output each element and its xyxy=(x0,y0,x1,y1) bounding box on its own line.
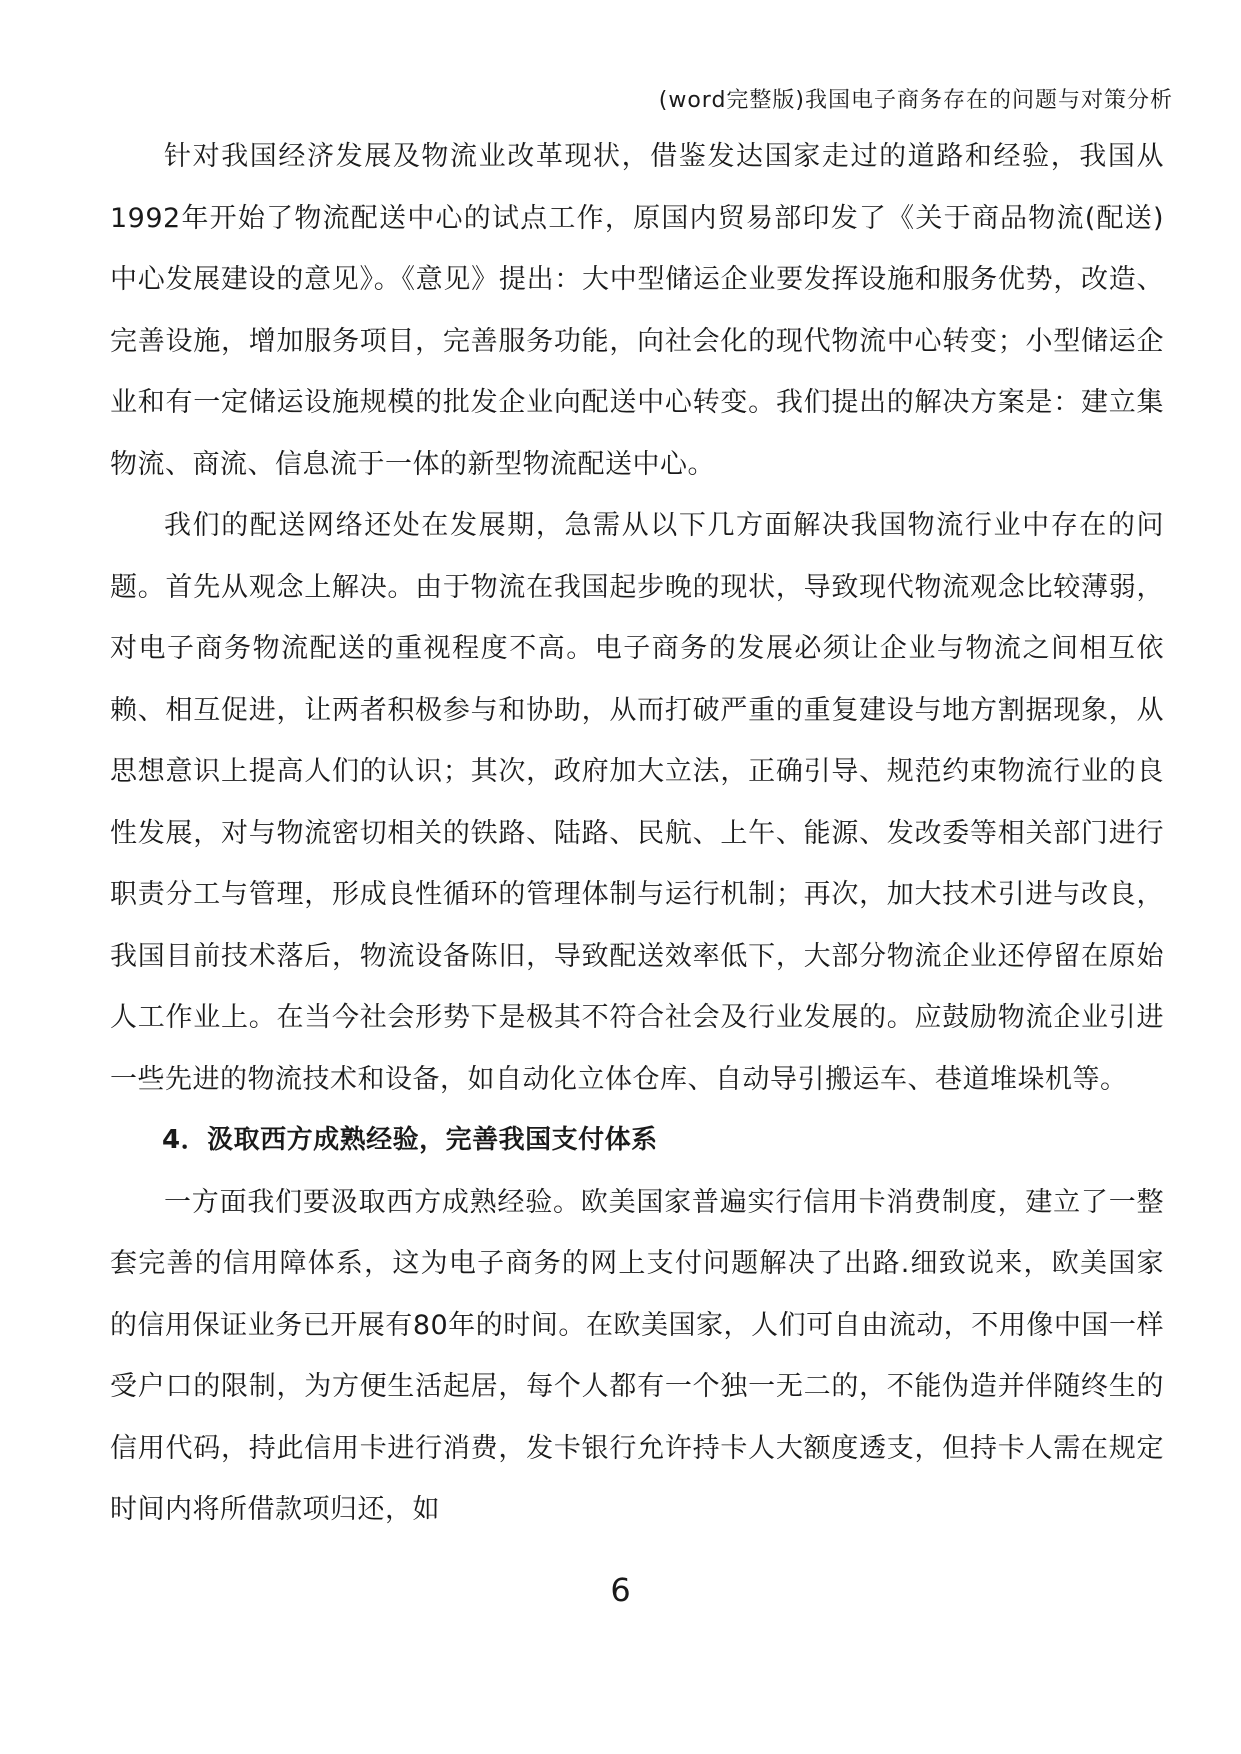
paragraph-logistics-centers: 针对我国经济发展及物流业改革现状，借鉴发达国家走过的道路和经验，我国从1992年开始了物流配送中心的试点工作，原国内贸易部印发了《关于商品物流(配送)中心发展建设的意见》。《意见》提出：大中型储运企业要发挥设施和服务优势，改造、完善设施，增加服务项目，完善服务功能，向社会化的现代物流中心转变；小型储运企业和有一定储运设施规模的批发企业向配送中心转变。我们提出的解决方案是：建立集物流、商流、信息流于一体的新型物流配送中心。 xyxy=(110,141,1164,480)
document-body xyxy=(110,126,1164,1541)
page-number: 6 xyxy=(610,1571,631,1609)
paragraph-distribution-network: 我们的配送网络还处在发展期，急需从以下几方面解决我国物流行业中存在的问题。首先从观念上解决。由于物流在我国起步晚的现状，导致现代物流观念比较薄弱，对电子商务物流配送的重视程度不高。电子商务的发展必须让企业与物流之间相互依赖、相互促进，让两者积极参与和协助，从而打破严重的重复建设与地方割据现象，从思想意识上提高人们的认识；其次，政府加大立法，正确引导、规范约束物流行业的良性发展，对与物流密切相关的铁路、陆路、民航、上午、能源、发改委等相关部门进行职责分工与管理，形成良性循环的管理体制与运行机制；再次，加大技术引进与改良，我国目前技术落后，物流设备陈旧，导致配送效率低下，大部分物流企业还停留在原始人工作业上。在当今社会形势下是极其不符合社会及行业发展的。应鼓励物流企业引进一些先进的物流技术和设备，如自动化立体仓库、自动导引搬运车、巷道堆垛机等。 xyxy=(110,510,1164,1095)
section-heading: 4．汲取西方成熟经验，完善我国支付体系 xyxy=(162,1125,658,1155)
running-header: (word完整版)我国电子商务存在的问题与对策分析 xyxy=(658,88,1173,113)
paragraph-payment-system: 一方面我们要汲取西方成熟经验。欧美国家普遍实行信用卡消费制度，建立了一整套完善的信用障体系，这为电子商务的网上支付问题解决了出路.细致说来，欧美国家的信用保证业务已开展有80年的时间。在欧美国家，人们可自由流动，不用像中国一样受户口的限制，为方便生活起居，每个人都有一个独一无二的，不能伪造并伴随终生的信用代码，持此信用卡进行消费，发卡银行允许持卡人大额度透支，但持卡人需在规定时间内将所借款项归还，如 xyxy=(110,1186,1164,1525)
